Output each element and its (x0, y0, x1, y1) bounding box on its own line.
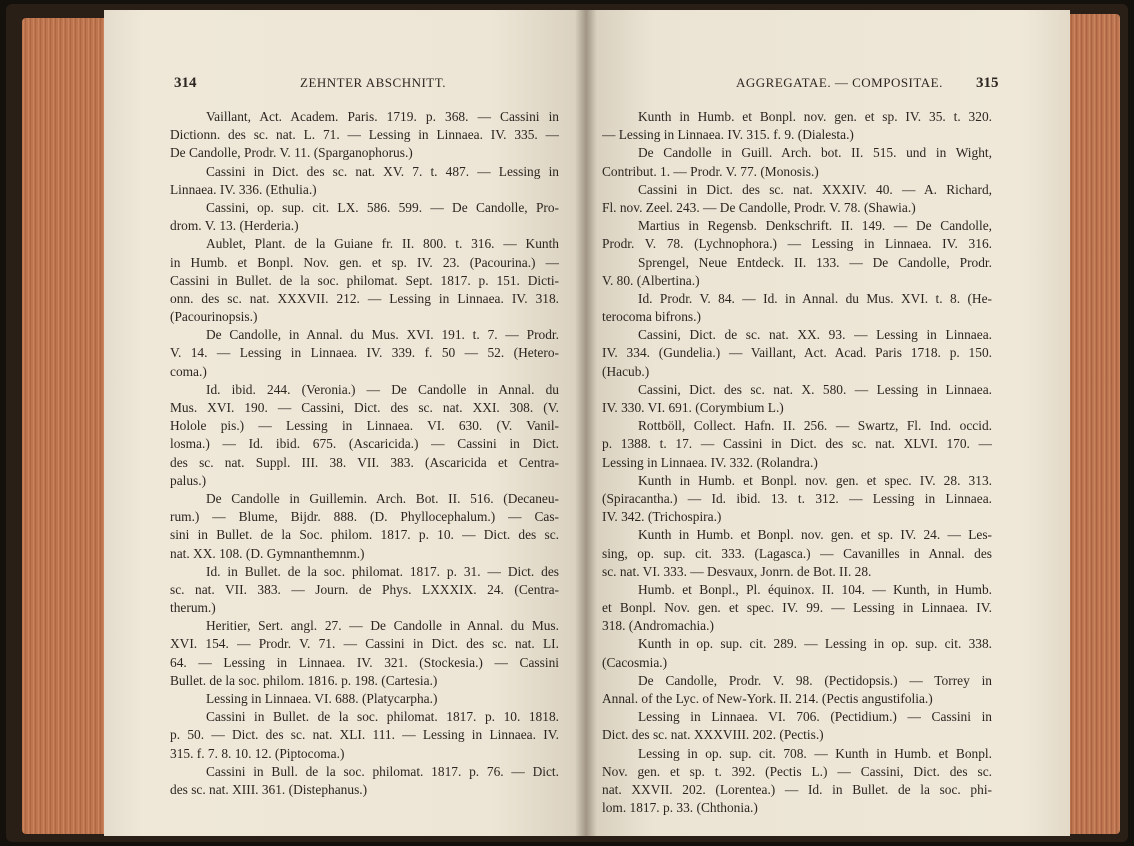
text-line: Heritier, Sert. angl. 27. — De Candolle in Annal. du Mus. (206, 618, 559, 634)
text-line: Lessing in Linnaea. IV. 332. (Rolandra.) (602, 454, 818, 470)
right-page-number (976, 73, 999, 93)
text-line: XVI. 154. — Prodr. V. 71. — Cassini in Dict. des sc. nat. LI. (170, 636, 559, 652)
text-line: sing, op. sup. cit. 333. (Lagasca.) — Cavanilles in Annal. des (602, 545, 992, 561)
text-line: (Cacosmia.) (602, 654, 668, 670)
text-line: (Hacub.) (602, 363, 650, 379)
text-line: IV. 330. VI. 691. (Corymbium L.) (602, 400, 784, 415)
text-line: Kunth in Humb. et Bonpl. nov. gen. et sp. IV. 35. t. 320. (638, 109, 992, 124)
text-line: Lessing in Linnaea. VI. 706. (Pectidium.) — Cassini in (638, 709, 992, 725)
text-line: drom. V. 13. (Herderia.) (170, 218, 299, 234)
text-line: losma.) — Id. ibid. 675. (Ascaricida.) — Cassini in Dict. (170, 436, 559, 452)
text-line: in Humb. et Bonpl. Nov. gen. et sp. IV. 23. (Pacourina.) — (170, 254, 559, 270)
left-page-text (170, 108, 559, 799)
right-running-title (736, 73, 943, 93)
text-line: terocoma bifrons.) (602, 309, 701, 325)
text-line: Cassini in Bullet. de la soc. philomat. 1817. p. 10. 1818. (206, 709, 559, 725)
text-line: 315. f. 7. 8. 10. 12. (Piptocoma.) (170, 745, 345, 761)
text-line: Kunth in Humb. et Bonpl. nov. gen. et spec. IV. 28. 313. (638, 472, 992, 488)
left-page-number (174, 73, 197, 93)
text-line: rum.) — Blume, Bijdr. 888. (D. Phyllocephalum.) — Cas- (170, 509, 559, 525)
text-line: V. 80. (Albertina.) (602, 272, 700, 288)
text-line: Linnaea. IV. 336. (Ethulia.) (170, 181, 317, 197)
text-line: Dict. des sc. nat. XXXVIII. 202. (Pectis.) (602, 727, 824, 743)
running-title: ZEHNTER ABSCHNITT. (300, 75, 446, 90)
text-line: Contribut. 1. — Prodr. V. 77. (Monosis.) (602, 163, 819, 179)
text-line: Rottböll, Collect. Hafn. II. 256. — Swartz, Fl. Ind. occid. (638, 418, 992, 434)
text-line: Sprengel, Neue Entdeck. II. 133. — De Candolle, Prodr. (638, 254, 992, 270)
text-line: Lessing in Linnaea. VI. 688. (Platycarpha.) (206, 691, 438, 706)
text-line: Id. Prodr. V. 84. — Id. in Annal. du Mus. XVI. t. 8. (He- (638, 290, 992, 306)
text-line: p. 1388. t. 17. — Cassini in Dict. des sc. nat. XLVI. 170. — (602, 436, 992, 452)
text-line: Bullet. de la soc. philom. 1816. p. 198. (Cartesia.) (170, 672, 438, 688)
text-line: p. 50. — Dict. des sc. nat. XLI. 111. — Lessing in Linnaea. IV. (170, 727, 559, 743)
text-line: De Candolle, Prodr. V. 98. (Pectidopsis.) — Torrey in (638, 672, 992, 688)
text-line: Humb. et Bonpl., Pl. équinox. II. 104. — Kunth, in Humb. (638, 581, 992, 597)
text-line: palus.) (170, 472, 207, 488)
page-number: 314 (174, 75, 197, 91)
text-line: onn. des sc. nat. XXXVII. 212. — Lessing in Linnaea. IV. 318. (170, 290, 559, 306)
text-line: Mus. XVI. 190. — Cassini, Dict. des sc. nat. XXI. 308. (V. (170, 400, 559, 415)
text-line: Kunth in op. sup. cit. 289. — Lessing in op. sup. cit. 338. (638, 636, 992, 652)
text-line: Cassini, op. sup. cit. LX. 586. 599. — De Candolle, Pro- (206, 199, 559, 215)
text-line: 318. (Andromachia.) (602, 618, 714, 634)
text-line: 64. — Lessing in Linnaea. IV. 321. (Stockesia.) — Cassini (170, 654, 559, 670)
text-line: nat. XXVII. 202. (Lorentea.) — Id. in Bullet. de la soc. phi- (602, 781, 992, 797)
text-line: IV. 334. (Gundelia.) — Vaillant, Act. Acad. Paris 1718. p. 150. (602, 345, 992, 361)
text-line: sc. nat. VI. 333. — Desvaux, Jonrn. de Bot. II. 28. (602, 563, 872, 579)
text-line: Vaillant, Act. Academ. Paris. 1719. p. 368. — Cassini in (206, 109, 559, 124)
text-line: Aublet, Plant. de la Guiane fr. II. 800. t. 316. — Kunth (206, 236, 559, 252)
text-line: Id. in Bullet. de la soc. philomat. 1817. p. 31. — Dict. des (206, 563, 559, 579)
page-number: 315 (976, 75, 999, 91)
right-page (586, 10, 1070, 836)
text-line: De Candolle in Guillemin. Arch. Bot. II. 516. (Decaneu- (206, 490, 559, 506)
text-line: lom. 1817. p. 33. (Chthonia.) (602, 800, 758, 816)
right-page-edges (1068, 14, 1120, 834)
text-line: — Lessing in Linnaea. IV. 315. f. 9. (Dialesta.) (602, 127, 854, 143)
text-line: coma.) (170, 363, 207, 379)
text-line: Annal. of the Lyc. of New-York. II. 214. (Pectis angustifolia.) (602, 691, 933, 706)
text-line: IV. 342. (Trichospira.) (602, 509, 722, 525)
text-line: Cassini, Dict. des sc. nat. X. 580. — Lessing in Linnaea. (638, 381, 992, 397)
left-running-title (300, 73, 446, 93)
left-page-edges (22, 18, 106, 834)
text-line: De Candolle, in Annal. du Mus. XVI. 191. t. 7. — Prodr. (206, 327, 559, 343)
text-line: therum.) (170, 600, 216, 616)
text-line: nat. XX. 108. (D. Gymnanthemnm.) (170, 545, 365, 561)
text-line: V. 14. — Lessing in Linnaea. IV. 339. f. 50 — 52. (Hetero- (170, 345, 559, 361)
text-line: Id. ibid. 244. (Veronia.) — De Candolle in Annal. du (206, 381, 559, 397)
text-line: Cassini in Bull. de la soc. philomat. 1817. p. 76. — Dict. (206, 763, 559, 779)
text-line: Martius in Regensb. Denkschrift. II. 149. — De Candolle, (638, 218, 992, 234)
text-line: Cassini in Bullet. de la soc. philomat. Sept. 1817. p. 151. Dicti- (170, 272, 559, 288)
text-line: Kunth in Humb. et Bonpl. nov. gen. et sp. IV. 24. — Les- (638, 527, 992, 543)
running-title: AGGREGATAE. — COMPOSITAE. (736, 75, 943, 90)
text-line: Dictionn. des sc. nat. L. 71. — Lessing in Linnaea. IV. 335. — (170, 127, 559, 143)
book-gutter (575, 10, 597, 836)
right-page-text (602, 108, 992, 817)
text-line: De Candolle in Guill. Arch. bot. II. 515. und in Wight, (638, 145, 992, 161)
text-line: Cassini in Dict. des sc. nat. XV. 7. t. 487. — Lessing in (206, 163, 559, 179)
text-line: (Spiracantha.) — Id. ibid. 13. t. 312. — Lessing in Linnaea. (602, 490, 992, 506)
text-line: De Candolle, Prodr. V. 11. (Sparganophorus.) (170, 145, 413, 161)
text-line: Fl. nov. Zeel. 243. — De Candolle, Prodr. V. 78. (Shawia.) (602, 199, 916, 215)
text-line: sini in Bullet. de la Soc. philom. 1817. p. 10. — Dict. des sc. (170, 527, 559, 543)
text-line: Nov. gen. et sp. t. 392. (Pectis L.) — Cassini, Dict. des sc. (602, 763, 992, 779)
text-line: Prodr. V. 78. (Lychnophora.) — Lessing in Linnaea. IV. 316. (602, 236, 992, 252)
text-line: et Bonpl. Nov. gen. et spec. IV. 99. — Lessing in Linnaea. IV. (602, 600, 992, 616)
text-line: sc. nat. VII. 383. — Journ. de Phys. LXXXIX. 24. (Centra- (170, 581, 559, 597)
text-line: Cassini in Dict. des sc. nat. XXXIV. 40. — A. Richard, (638, 181, 992, 197)
text-line: (Pacourinopsis.) (170, 309, 258, 325)
text-line: des sc. nat. XIII. 361. (Distephanus.) (170, 781, 368, 797)
text-line: Cassini, Dict. de sc. nat. XX. 93. — Lessing in Linnaea. (638, 327, 992, 343)
text-line: Lessing in op. sup. cit. 708. — Kunth in Humb. et Bonpl. (638, 745, 992, 761)
text-line: des sc. nat. Suppl. III. 38. VII. 383. (Ascaricida et Centra- (170, 454, 559, 470)
left-page (104, 10, 586, 836)
text-line: Holole pis.) — Lessing in Linnaea. VI. 630. (V. Vanil- (170, 418, 559, 434)
